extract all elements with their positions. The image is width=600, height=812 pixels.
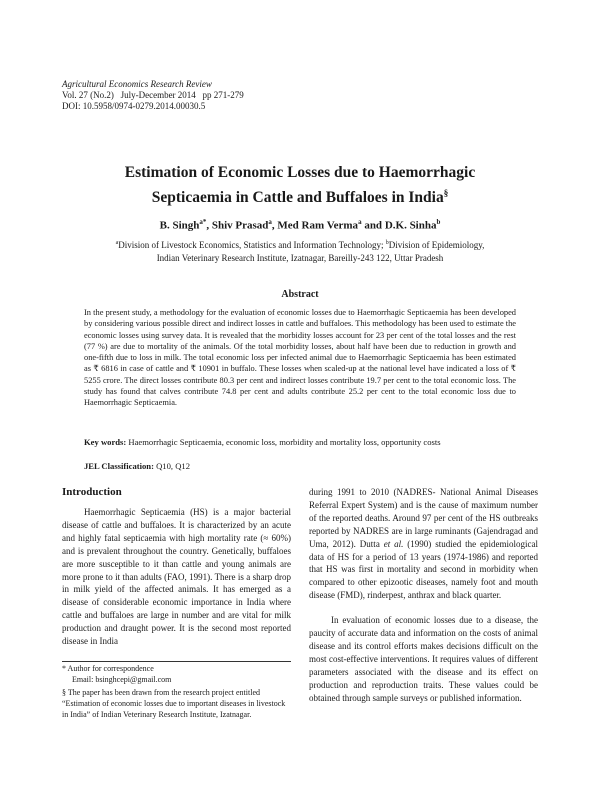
footnote-correspondence: * Author for correspondence (62, 664, 154, 673)
journal-header (62, 79, 244, 112)
et-al: et al. (383, 538, 404, 549)
author-sep: and (361, 219, 385, 232)
author-list (60, 218, 540, 232)
affil-a-sup: a (115, 240, 119, 246)
author-sep: , (206, 219, 212, 232)
author-name: Shiv Prasad (211, 219, 269, 232)
jel-text: Q10, Q12 (153, 461, 190, 471)
footnote-email: Email: bsinghcepi@gmail.com (72, 675, 172, 684)
author-name: D.K. Sinha (384, 219, 437, 232)
keywords-label: Key words: (84, 437, 127, 447)
keywords-text: Haemorrhagic Septicaemia, economic loss, morbidity and mortality loss, opportunity costs (126, 437, 441, 447)
para2-text-a: during 1991 to 2010 (NADRES- National Animal Diseases Referral Expert System) and is the cause of maximum number of the reported deaths. Around 97 per cent of the HS outbreaks reported by NADRES are in large ruminants (Gajendragad and Uma, 2012). Dutta (309, 487, 538, 549)
journal-doi: DOI: 10.5958/0974-0279.2014.00030.5 (62, 101, 206, 111)
footnote-section-note: § The paper has been drawn from the research project entitled “Estimation of economic losses due to important diseases in livestock in India” of Indian Veterinary Research Institute, Izatnagar. (62, 688, 286, 719)
intro-paragraph-1: Haemorrhagic Septicaemia (HS) is a major bacterial disease of cattle and buffaloes. It is characterized by an acute and highly fatal septicaemia with high mortality rate (≈ 60%) and is prevalent throughout the country. Genetically, buffaloes are more susceptible to it than cattle and young animals are more prone to it than adults (FAO, 1991). There is a sharp drop in milk yield of the affected animals. It has emerged as a disease of considerable economic importance in India where cattle and buffaloes are large in number and are vital for milk production and draught power. It is the second most reported disease in India (62, 507, 291, 647)
abstract-heading: Abstract (281, 289, 319, 300)
para2-text-b: (1990) studied the epidemiological data of HS for a period of 13 years (1974-1986) and reported that HS was first in mortality and second in morbidity when compared to other epizootic diseases, namely foot and mouth disease (FMD), rinderpest, anthrax and black quarter. (309, 538, 538, 601)
intro-paragraph-2 (309, 486, 538, 602)
affil-b-sup: b (385, 240, 389, 246)
affiliation-line-1 (70, 237, 530, 252)
journal-volume: Vol. 27 (No.2) July-December 2014 pp 271-279 (62, 90, 244, 100)
author-name: B. Singh (159, 219, 200, 232)
journal-name: Agricultural Economics Research Review (62, 79, 212, 89)
title-line-2-text: Septicaemia in Cattle and Buffaloes in India (151, 189, 444, 207)
affil-b-text: Division of Epidemiology, (388, 240, 485, 250)
abstract-text: In the present study, a methodology for the evaluation of economic losses due to Haemorrhagic Septicaemia has been developed by considering various possible direct and indirect losses in cattle and buffaloes. This methodology has been used to estimate the economic losses using survey data. It is revealed that the morbidity losses account for 23 per cent of the total losses and the rest (77 %) are due to mortality of the animals. Of the total morbidity losses, about half have been due to reduction in growth and one-fifth due to loss in milk. The total economic loss per infected animal due to Haemorrhagic Septicaemia has been estimated as ₹ 6816 in case of cattle and ₹ 10901 in buffalo. These losses when scaled-up at the national level have indicated a loss of ₹ 5255 crore. The direct losses contribute 80.3 per cent and indirect losses contribute 19.7 per cent to the total economic loss. The study has found that calves contribute 74.8 per cent and adults contribute 25.2 per cent to the total economic loss due to Haemorrhagic Septicaemia. (84, 308, 516, 408)
paper-title (60, 163, 540, 208)
title-line-2 (60, 183, 540, 208)
right-column (309, 486, 538, 705)
jel-label: JEL Classification: (84, 461, 154, 471)
intro-paragraph-3: In evaluation of economic losses due to a disease, the paucity of accurate data and information on the costs of animal disease and its control efforts makes decisions difficult on the most cost-effective interventions. It requires values of different parameters associated with the disease and its effect on production and reproduction traits. These values could be obtained through sample surveys or published information. (309, 615, 538, 703)
affil-a-text: Division of Livestock Economics, Statistics and Information Technology; (118, 240, 386, 250)
footnote-divider (62, 661, 291, 662)
author-sup: a* (199, 218, 207, 226)
author-sup: a (268, 218, 272, 226)
title-mark: § (443, 188, 449, 198)
author-sup: b (436, 218, 441, 226)
keywords (84, 437, 516, 447)
left-column (62, 506, 291, 648)
jel-classification (84, 461, 516, 471)
author-sup: a (358, 218, 362, 226)
author-sep: , (271, 219, 278, 232)
footnotes (62, 661, 291, 720)
author-name: Med Ram Verma (277, 219, 359, 232)
affiliation-line-2: Indian Veterinary Research Institute, Izatnagar, Bareilly-243 122, Uttar Pradesh (156, 253, 444, 263)
affiliations (70, 237, 530, 265)
introduction-heading: Introduction (62, 486, 122, 498)
title-line-1: Estimation of Economic Losses due to Haemorrhagic (124, 164, 476, 181)
